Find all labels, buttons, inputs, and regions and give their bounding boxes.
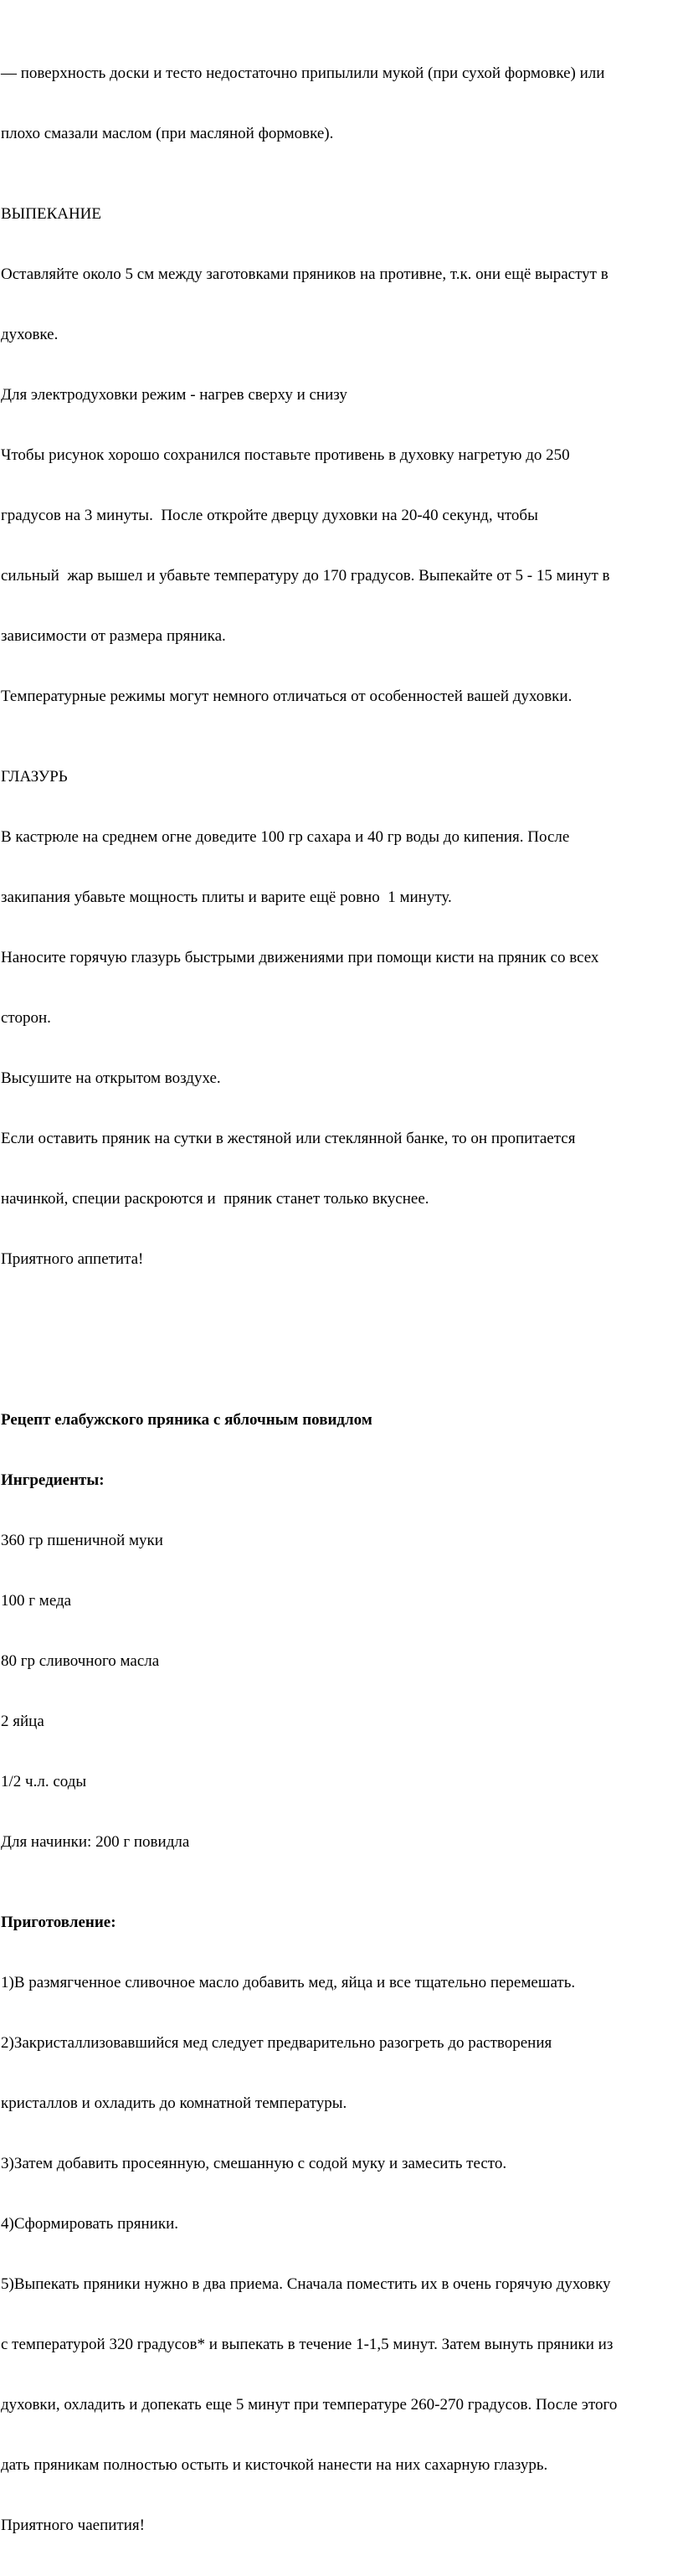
text-line: Оставляйте около 5 см между заготовками пряников на противне, т.к. они ещё вырастут в — [1, 265, 609, 283]
ingredients-heading: Ингредиенты: — [1, 1471, 105, 1489]
ingredient-item: 2 яйца — [1, 1713, 44, 1730]
text-line: Приятного аппетита! — [1, 1250, 144, 1268]
text-line: Если оставить пряник на сутки в жестяной или стеклянной банке, то он пропитается — [1, 1130, 576, 1147]
text-line: духовке. — [1, 326, 59, 343]
text-line: начинкой, специи раскроются и пряник станет только вкуснее. — [1, 1190, 429, 1208]
text-line: закипания убавьте мощность плиты и варите ещё ровно 1 минуту. — [1, 889, 452, 906]
recipe-title: Рецепт елабужского пряника с яблочным повидлом — [1, 1411, 372, 1429]
preparation-step: кристаллов и охладить до комнатной температуры. — [1, 2094, 347, 2112]
ingredient-item: 100 г меда — [1, 1592, 72, 1610]
text-line: Для электродуховки режим - нагрев сверху и снизу — [1, 386, 347, 404]
preparation-step: 1)В размягченное сливочное масло добавить мед, яйца и все тщательно перемешать. — [1, 1974, 576, 1991]
blank-line — [1, 1330, 676, 1350]
text-line: В кастрюле на среднем огне доведите 100 гр сахара и 40 гр воды до кипения. После — [1, 828, 570, 846]
preparation-heading: Приготовление: — [1, 1914, 116, 1931]
text-line: градусов на 3 минуты. После откройте дверцу духовки на 20-40 секунд, чтобы — [1, 507, 538, 524]
text-line: — поверхность доски и тесто недостаточно припылили мукой (при сухой формовке) или — [1, 64, 605, 82]
preparation-step: 2)Закристаллизовавшийся мед следует предварительно разогреть до растворения — [1, 2034, 552, 2052]
text-line: зависимости от размера пряника. — [1, 627, 226, 645]
preparation-step: 3)Затем добавить просеянную, смешанную с содой муку и замесить тесто. — [1, 2155, 507, 2172]
preparation-step: с температурой 320 градусов* и выпекать в течение 1-1,5 минут. Затем вынуть пряники из — [1, 2336, 614, 2353]
closing-line: Приятного чаепития! — [1, 2517, 145, 2534]
text-line: сторон. — [1, 1009, 51, 1027]
text-line: Чтобы рисунок хорошо сохранился поставьте противень в духовку нагретую до 250 — [1, 446, 570, 464]
text-line: Высушите на открытом воздухе. — [1, 1069, 221, 1087]
section-heading-glaze: ГЛАЗУРЬ — [1, 768, 68, 786]
ingredient-item: 360 гр пшеничной муки — [1, 1532, 163, 1549]
section-heading-baking: ВЫПЕКАНИЕ — [1, 205, 102, 223]
text-line: Температурные режимы могут немного отличаться от особенностей вашей духовки. — [1, 688, 573, 705]
ingredient-item: 1/2 ч.л. соды — [1, 1773, 87, 1790]
text-line: Наносите горячую глазурь быстрыми движениями при помощи кисти на пряник со всех — [1, 949, 599, 966]
ingredient-item: Для начинки: 200 г повидла — [1, 1833, 190, 1851]
text-line: сильный жар вышел и убавьте температуру до 170 градусов. Выпекайте от 5 - 15 минут в — [1, 567, 610, 585]
preparation-step: 5)Выпекать пряники нужно в два приема. Сначала поместить их в очень горячую духовку — [1, 2275, 611, 2293]
text-line: плохо смазали маслом (при масляной формовке). — [1, 125, 334, 142]
ingredient-item: 80 гр сливочного масла — [1, 1652, 160, 1670]
preparation-step: дать пряникам полностью остыть и кисточкой нанести на них сахарную глазурь. — [1, 2456, 548, 2474]
preparation-step: духовки, охладить и допекать еще 5 минут при температуре 260-270 градусов. После этого — [1, 2396, 618, 2414]
preparation-step: 4)Сформировать пряники. — [1, 2215, 178, 2233]
